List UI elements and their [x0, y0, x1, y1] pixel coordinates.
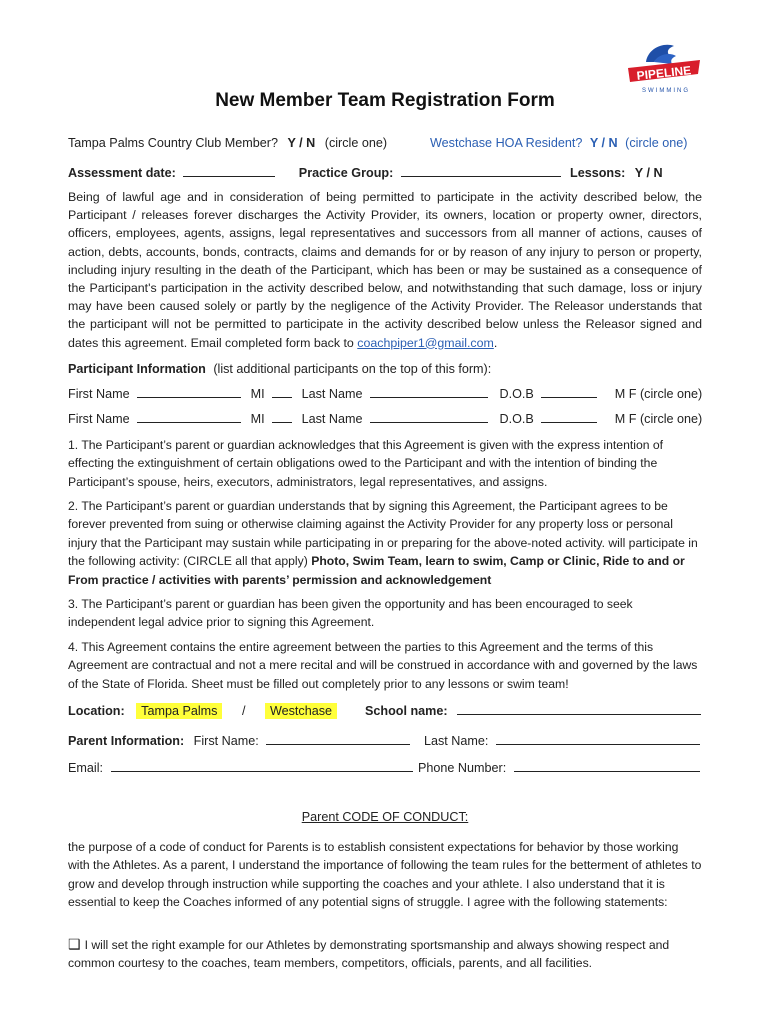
- assessment-date-field[interactable]: [183, 164, 275, 177]
- westchase-resident-note: (circle one): [625, 136, 688, 150]
- participant-dob-field[interactable]: [541, 385, 597, 398]
- practice-group-label: Practice Group:: [298, 166, 394, 180]
- parent-info-heading: Parent Information:: [68, 734, 185, 748]
- participant-mi-field[interactable]: [272, 385, 292, 398]
- participant-first-label: First Name: [68, 387, 130, 401]
- clause-2-activities: Photo, Swim Team, learn to swim, Camp or Clinic, Ride to and or From practice / activities with parents’ permission and acknowledgement: [68, 554, 685, 587]
- logo-subtitle: SWIMMING: [642, 88, 690, 94]
- school-name-label: School name:: [365, 704, 448, 718]
- location-label: Location:: [68, 704, 125, 718]
- location-option-westchase[interactable]: Westchase: [265, 703, 337, 719]
- parent-last-row: [424, 732, 700, 750]
- school-row: [365, 702, 701, 720]
- participant-last-field[interactable]: [370, 410, 488, 423]
- school-name-field[interactable]: [457, 702, 701, 715]
- lessons-label: Lessons:: [570, 166, 626, 180]
- participant-first-field[interactable]: [137, 385, 241, 398]
- westchase-resident-yn[interactable]: Y / N: [589, 136, 618, 150]
- participant-last-field[interactable]: [370, 385, 488, 398]
- participant-gender[interactable]: M F (circle one): [614, 387, 703, 401]
- participant-last-label: Last Name: [301, 412, 363, 426]
- participant-first-field[interactable]: [137, 410, 241, 423]
- participant-row-1: [68, 385, 702, 403]
- lessons-row: [570, 164, 663, 182]
- participant-heading-row: [68, 360, 702, 378]
- release-paragraph: [68, 188, 702, 352]
- participant-last-label: Last Name: [301, 387, 363, 401]
- conduct-item-1: [68, 935, 702, 973]
- westchase-resident-label: Westchase HOA Resident?: [430, 136, 583, 150]
- participant-gender[interactable]: M F (circle one): [614, 412, 703, 426]
- parent-last-label: Last Name:: [424, 734, 489, 748]
- logo-wordmark: PIPELINE: [635, 63, 692, 83]
- page-title: New Member Team Registration Form: [215, 90, 555, 111]
- participant-row-2: [68, 410, 702, 428]
- practice-group-field[interactable]: [401, 164, 561, 177]
- conduct-item-1-text: I will set the right example for our Athletes by demonstrating sportsmanship and always showing respect and common courtesy to the coaches, team members, competitors, officials, parents, and all facilities.: [68, 938, 670, 971]
- lessons-yn[interactable]: Y / N: [634, 166, 663, 180]
- parent-email-label: Email:: [68, 761, 103, 775]
- release-end: .: [493, 335, 498, 350]
- tampa-member-label: Tampa Palms Country Club Member?: [68, 136, 278, 150]
- clause-1: 1. The Participant’s parent or guardian acknowledges that this Agreement is given with the express intention of effecting the extinguishment of certain obligations owed to the Participant and with the intention of binding the Participant’s spouse, heirs, executors, administrators, legal representatives, and assigns.: [68, 438, 664, 489]
- parent-last-field[interactable]: [496, 732, 700, 745]
- checkbox-icon[interactable]: ❑: [68, 936, 81, 952]
- participant-heading: Participant Information: [68, 362, 206, 376]
- participant-dob-field[interactable]: [541, 410, 597, 423]
- assessment-date-label: Assessment date:: [68, 166, 176, 180]
- tampa-member-note: (circle one): [324, 136, 388, 150]
- parent-phone-label: Phone Number:: [418, 761, 507, 775]
- clause-3: 3. The Participant’s parent or guardian has been given the opportunity and has been encouraged to seek independent legal advice prior to signing this Agreement.: [68, 597, 633, 630]
- location-option-tampa-palms[interactable]: Tampa Palms: [136, 703, 222, 719]
- westchase-row: [430, 134, 687, 152]
- participant-heading-note: (list additional participants on the top of this form):: [213, 362, 492, 376]
- pipeline-swimming-logo: [624, 40, 704, 96]
- parent-first-field[interactable]: [266, 732, 410, 745]
- participant-first-label: First Name: [68, 412, 130, 426]
- participant-mi-field[interactable]: [272, 410, 292, 423]
- participant-mi-label: MI: [250, 412, 265, 426]
- clause-4: 4. This Agreement contains the entire agreement between the parties to this Agreement and the terms of this Agreement are contractual and not a mere recital and will be construed in accordance with and governed by the laws of the State of Florida. Sheet must be filled out completely prior to any lessons or swim team!: [68, 640, 698, 691]
- location-separator: /: [241, 704, 246, 718]
- clause-2-text: 2. The Participant’s parent or guardian understands that by signing this Agreement, the Participant agrees to be forever prevented from suing or otherwise claiming against the Activity Provider for any property loss or personal injury that the Participant may sustain while participating in or preparing for the above-noted activity. will participate in the following activity: (CIRCLE all that apply): [68, 499, 698, 569]
- parent-phone-row: [418, 759, 700, 777]
- parent-email-field[interactable]: [111, 759, 413, 772]
- parent-phone-field[interactable]: [514, 759, 700, 772]
- tampa-member-yn[interactable]: Y / N: [287, 136, 316, 150]
- participant-dob-label: D.O.B: [499, 387, 534, 401]
- clause-2: [68, 497, 702, 589]
- participant-dob-label: D.O.B: [499, 412, 534, 426]
- participant-mi-label: MI: [250, 387, 265, 401]
- release-email-link[interactable]: coachpiper1@gmail.com: [357, 335, 494, 350]
- release-text: Being of lawful age and in consideration of being permitted to participate in the activity described below, the Participant / releases forever discharges the Activity Provider, its owners, location or property owner, directors, officers, employees, agents, assigns, legal representatives and successors from all manner of actions, causes of action, debts, accounts, bonds, contracts, claims and demands for or by reason of any injury to person or property, including injury resulting in the death of the Participant, which has been or may be sustained as a consequence of the Participant's participation in the activity described below, and notwithstanding that such damage, loss or injury may have been caused solely or partly by the negligence of the Activity Provider. The Releasor understands that the participant will not be permitted to participate in the activity described below unless the Releasor signed and dates this agreement. Email completed form back to: [68, 190, 702, 350]
- conduct-heading: Parent CODE OF CONDUCT:: [301, 810, 469, 824]
- parent-first-label: First Name:: [193, 734, 259, 748]
- conduct-intro: the purpose of a code of conduct for Parents is to establish consistent expectations for behavior by those working with the Athletes. As a parent, I understand the importance of following the team rules for the betterment of athletes to grow and develop through instruction while supporting the coaches and your athlete. I also understand that it is essential to keep the Coaches informed of any potential signs of struggle. I agree with the following statements:: [68, 840, 702, 910]
